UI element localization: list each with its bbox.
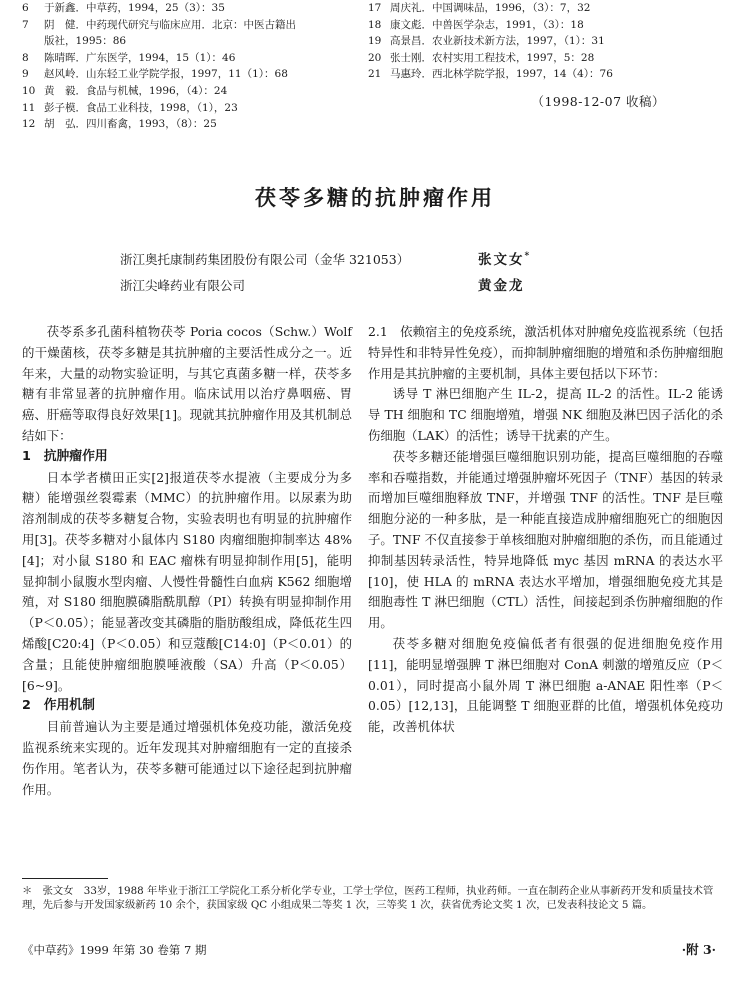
reference-text: 高景昌．农业新技术新方法，1997，（1）：31 <box>390 35 605 48</box>
affiliation-1: 浙江奥托康制药集团股份有限公司（金华 321053） <box>120 252 410 267</box>
reference-number: 7 <box>22 18 29 31</box>
reference-text: 黄 毅．食品与机械，1996，（4）：24 <box>44 84 228 97</box>
section-2-paragraph: 目前普遍认为主要是通过增强机体免疫功能，激活免疫监视系统来实现的。近年发现其对肿瘤细胞有一定的直接杀伤作用。笔者认为，茯苓多糖可能通过以下途径起到抗肿瘤作用。 <box>22 719 352 797</box>
reference-number: 6 <box>22 2 29 14</box>
reference-number: 8 <box>22 51 29 64</box>
reference-item <box>22 17 352 34</box>
reference-item <box>368 0 728 17</box>
journal-footer: 《中草药》1999 年第 30 卷第 7 期 <box>22 943 207 957</box>
subsection-2-1-paragraph: 2.1 依赖宿主的免疫系统，激活机体对肿瘤免疫监视系统（包括特异性和非特异性免疫），而抑制肿瘤细胞的增殖和杀伤肿瘤细胞作用是其抗肿瘤的主要机制，具体主要包括以下环节： <box>368 324 723 381</box>
author-footnote: ＊ 张文女 33岁，1988 年毕业于浙江工学院化工系分析化学专业，工学士学位，医药工程师，执业药师。一直在制药企业从事新药开发和质量技术管理，先后参与开发国家级新药 10 余个，获国家级 QC 小组成果二等奖 1 次，三等奖 1 次，获省优秀论文奖 1 次，已发表科技论文 5 篇。 <box>22 885 714 911</box>
article-title: 茯苓多糖的抗肿瘤作用 <box>255 185 495 210</box>
section-heading-2: 2 作用机制 <box>22 698 95 714</box>
section-heading-1: 1 抗肿瘤作用 <box>22 448 108 464</box>
reference-text: 阴 健．中药现代研究与临床应用．北京：中医古籍出 <box>44 18 296 31</box>
il2-paragraph: 诱导 T 淋巴细胞产生 IL-2，提高 IL-2 的活性。IL-2 能诱导 TH 细胞和 TC 细胞增殖，增强 NK 细胞及淋巴因子活化的杀伤细胞（LAK）的活性；诱导干扰素的产生。 <box>368 386 723 443</box>
author-2: 黄金龙 <box>478 278 525 294</box>
reference-list-right <box>368 0 728 83</box>
reference-number: 11 <box>22 101 36 114</box>
page-number: ·附 3· <box>681 942 716 957</box>
author-1-name: 张文女 <box>478 252 525 268</box>
section-1-paragraph: 日本学者横田正实[2]报道茯苓水提液（主要成分为多糖）能增强丝裂霉素（MMC）的抗肿瘤作用。以尿素为助溶剂制成的茯苓多糖复合物，实验表明也有明显的抗肿瘤作用[3]。茯苓多糖对小鼠体内 S180 肉瘤细胞抑制率达 48%[4]；对小鼠 S180 和 EAC 瘤株有明显抑制作用[5]，能明显抑制小鼠腹水型肉瘤、人慢性骨髓性白血病 K562 细胞增殖，对 S180 细胞膜磷脂酰肌醇（PI）转换有明显抑制作用（P＜0.05）；能显著改变其磷脂的脂肪酸组成，降低花生四烯酸[C20:4]（P＜0.05）和豆蔻酸[C14:0]（P＜0.01）的含量；且能使肿瘤细胞膜唾液酸（SA）升高（P＜0.05）[6~9]。 <box>22 469 352 693</box>
reference-item <box>368 50 728 67</box>
reference-item <box>22 100 352 117</box>
reference-number: 17 <box>368 2 382 14</box>
reference-item <box>368 17 728 34</box>
reference-text: 胡 弘．四川畜禽，1993，（8）：25 <box>44 118 217 131</box>
reference-text: 陈晴晖．广东医学，1994，15（1）：46 <box>44 51 236 64</box>
reference-text: 周庆礼．中国调味品，1996，（3）：7，32 <box>390 2 591 14</box>
reference-text: 彭子模．食品工业科技，1998，（1），23 <box>44 101 238 114</box>
reference-item <box>22 66 352 83</box>
reference-number: 19 <box>368 35 382 48</box>
footnote-divider <box>22 878 108 879</box>
reference-item <box>22 50 352 67</box>
reference-text-continued: 版社，1995：86 <box>44 35 127 48</box>
body-right-column <box>368 322 723 738</box>
reference-number: 12 <box>22 118 36 131</box>
reference-list-left <box>22 0 352 133</box>
reference-number: 21 <box>368 68 382 81</box>
author-1 <box>478 248 531 268</box>
body-left-column <box>22 322 352 800</box>
reference-item <box>22 0 352 17</box>
received-date: （1998-12-07 收稿） <box>531 94 665 109</box>
reference-number: 9 <box>22 68 29 81</box>
cell-immunity-paragraph: 茯苓多糖对细胞免疫偏低者有很强的促进细胞免疫作用[11]，能明显增强脾 T 淋巴细胞对 ConA 刺激的增殖反应（P＜0.01），同时提高小鼠外周 T 淋巴细胞 a-ANAE 阳性率（P＜0.05）[12,13]，且能调整 T 细胞亚群的比值，增强机体免疫功能，改善机体状 <box>368 635 723 735</box>
author-1-footnote-mark: * <box>524 251 532 262</box>
affiliation-2: 浙江尖峰药业有限公司 <box>120 278 246 293</box>
reference-text: 张士刚．农村实用工程技术，1997，5：28 <box>390 51 595 64</box>
reference-number: 20 <box>368 51 382 64</box>
reference-number: 10 <box>22 84 36 97</box>
reference-item <box>22 116 352 133</box>
reference-text: 马惠玲．西北林学院学报，1997，14（4）：76 <box>390 68 613 81</box>
tnf-paragraph: 茯苓多糖还能增强巨噬细胞识别功能，提高巨噬细胞的吞噬率和吞噬指数，并能通过增强肿瘤坏死因子（TNF）基因的转录而增加巨噬细胞释放 TNF，并增强 TNF 的活性。TNF 是巨噬细胞分泌的一种多肽，是一种能直接造成肿瘤细胞死亡的细胞因子。TNF 不仅直接参于单核细胞对肿瘤细胞的杀伤，而且能通过抑制基因转录活性，特异地降低 myc 基因 mRNA 的表达水平[10]，使 HLA 的 mRNA 表达水平增加，增强细胞免疫尤其是细胞毒性 T 淋巴细胞（CTL）活性，间接起到杀伤肿瘤细胞的作用。 <box>368 448 723 631</box>
reference-item <box>22 83 352 100</box>
reference-text: 于新鑫．中草药，1994，25（3）：35 <box>44 2 225 14</box>
reference-item <box>368 33 728 50</box>
reference-item <box>368 66 728 83</box>
reference-text: 康文彪．中兽医学杂志，1991，（3）：18 <box>390 18 584 31</box>
reference-number: 18 <box>368 18 382 31</box>
intro-paragraph: 茯苓系多孔菌科植物茯苓 Poria cocos（Schw.）Wolf 的干燥菌核，茯苓多糖是其抗肿瘤的主要活性成分之一。近年来，大量的动物实验证明，与其它真菌多糖一样，茯苓多糖有非常显著的抗肿瘤作用。临床试用以治疗鼻咽癌、胃癌、肝癌等取得良好效果[1]。现就其抗肿瘤作用及其机制总结如下： <box>22 324 352 443</box>
reference-text: 赵风岭．山东轻工业学院学报，1997，11（1）：68 <box>44 68 288 81</box>
